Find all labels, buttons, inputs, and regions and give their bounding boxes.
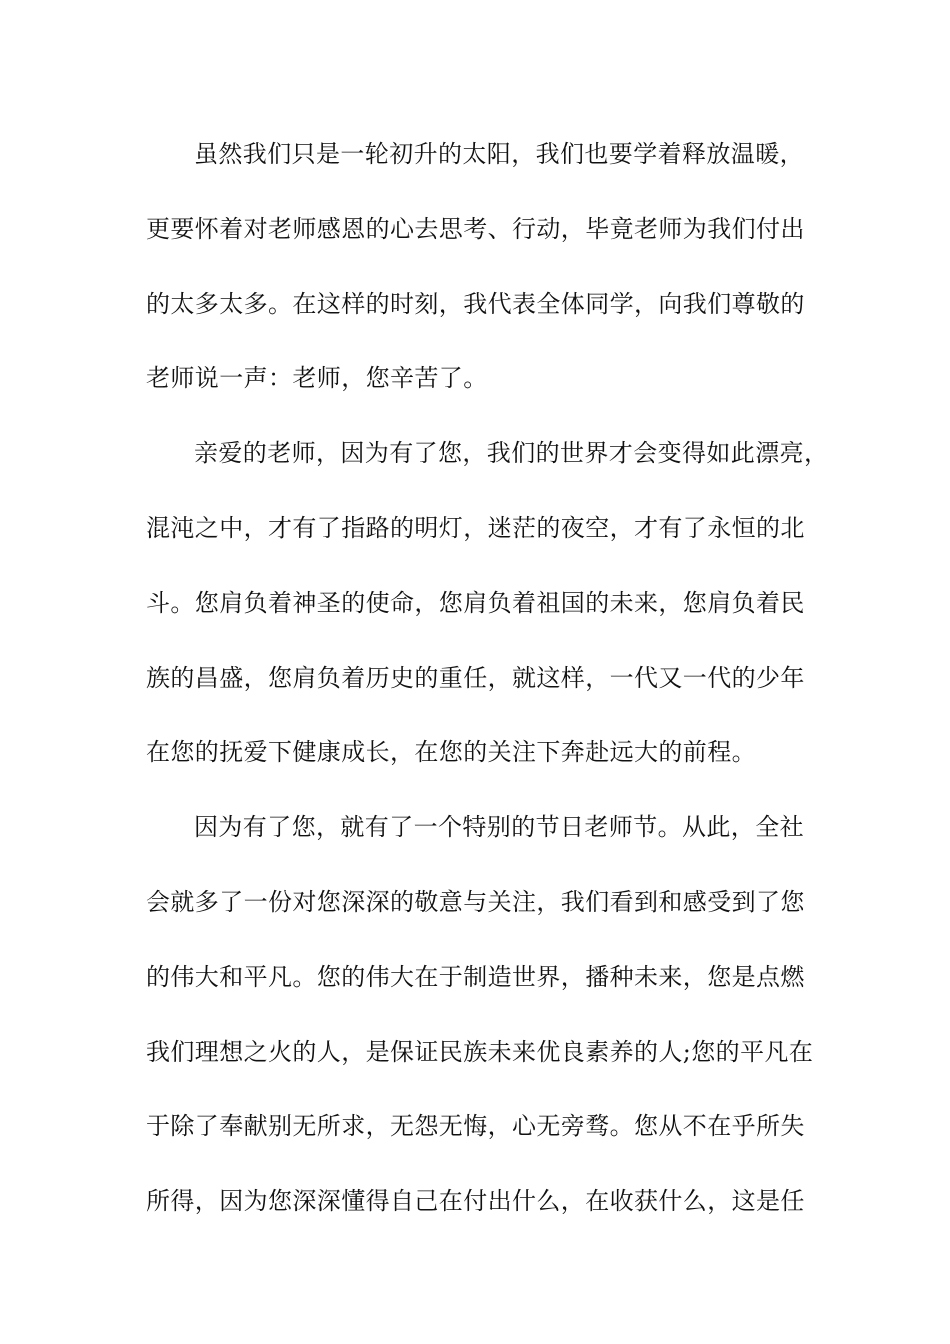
paragraph-3-line-5: 于除了奉献别无所求，无怨无悔，心无旁骛。您从不在乎所失	[146, 1112, 805, 1141]
paragraph-1-line-1: 虽然我们只是一轮初升的太阳，我们也要学着释放温暖，	[194, 140, 804, 168]
paragraph-2-line-2: 混沌之中，才有了指路的明灯，迷茫的夜空，才有了永恒的北	[146, 513, 805, 542]
paragraph-3-line-3: 的伟大和平凡。您的伟大在于制造世界，播种未来，您是点燃	[146, 962, 805, 991]
paragraph-3-line-1: 因为有了您，就有了一个特别的节日老师节。从此，全社	[194, 813, 804, 842]
document-body	[146, 117, 829, 1239]
paragraph-2-line-4: 族的昌盛，您肩负着历史的重任，就这样，一代又一代的少年	[146, 663, 805, 692]
paragraph-1-line-4: 老师说一声：老师，您辛苦了。	[146, 364, 488, 393]
paragraph-2-line-5: 在您的抚爱下健康成长，在您的关注下奔赴远大的前程。	[146, 738, 756, 767]
paragraph-3-line-4: 我们理想之火的人，是保证民族未来优良素养的人;您的平凡在	[146, 1037, 814, 1066]
paragraph-2-line-1: 亲爱的老师，因为有了您，我们的世界才会变得如此漂亮，	[194, 439, 829, 468]
paragraph-3-line-6: 所得，因为您深深懂得自己在付出什么，在收获什么，这是任	[146, 1187, 805, 1216]
paragraph-1-line-3: 的太多太多。在这样的时刻，我代表全体同学，向我们尊敬的	[146, 289, 805, 318]
paragraph-3-line-2: 会就多了一份对您深深的敬意与关注，我们看到和感受到了您	[146, 887, 805, 916]
paragraph-2-line-3: 斗。您肩负着神圣的使命，您肩负着祖国的未来，您肩负着民	[146, 588, 805, 617]
paragraph-1-line-2: 更要怀着对老师感恩的心去思考、行动，毕竟老师为我们付出	[146, 214, 805, 243]
